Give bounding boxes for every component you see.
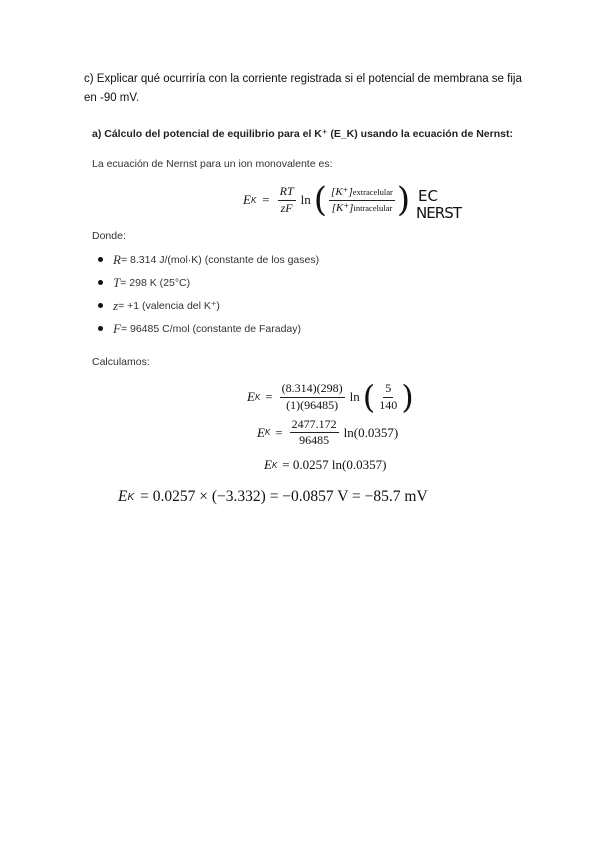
calc1-fraction: $\frac{(8.314)(298)}{(1)(96485)}$ [281, 381, 343, 412]
eq-k-top-sub: extracelular [352, 187, 393, 198]
nernst-intro: La ecuación de Nernst para un ion monovalente es: [92, 158, 333, 170]
calc2-fraction: $\frac{2477.172}{96485}$ [291, 417, 337, 448]
final-result: E K = 0.0257 × (−3.332) = −0.0857 V = −85.7 mV [118, 488, 428, 505]
calc1-inner-fraction: $\frac{5}{140}$ [379, 381, 398, 412]
handwritten-ec-nerst [414, 186, 466, 220]
eq-k-bot: [K⁺] [331, 201, 354, 214]
eq-lhs-sub: K [250, 195, 257, 205]
handwriting-line-1: EC [418, 187, 438, 205]
calculamos-label: Calculamos: [92, 356, 150, 368]
eq-ln: ln [300, 192, 311, 207]
question-line-1: c) Explicar qué ocurriría con la corriente registrada si el potencial de membrana se fija [84, 73, 522, 85]
calc-step-2: E K = $\frac{2477.172}{96485}$ ln(0.0357) [257, 417, 399, 448]
question-line-2: en -90 mV. [84, 92, 140, 104]
eq-paren-right: ) [396, 180, 411, 220]
handwriting-line-2: NERST [416, 204, 462, 220]
eq-rt-zf [278, 185, 296, 214]
question-text [84, 70, 524, 108]
section-heading: a) Cálculo del potencial de equilibrio para el K⁺ (E_K) usando la ecuación de Nernst: [92, 128, 513, 140]
eq-den: zF [280, 200, 293, 215]
eq-k-ratio [329, 186, 395, 213]
list-item: T = 298 K (25°C) [92, 271, 319, 294]
eq-lhs: E [243, 192, 251, 207]
eq-equals: = [262, 192, 270, 207]
list-item: F = 96485 C/mol (constante de Faraday) [92, 317, 319, 340]
eq-paren-left: ( [313, 180, 328, 220]
donde-label: Donde: [92, 230, 126, 242]
variables-list [92, 248, 319, 340]
nernst-equation [243, 180, 410, 220]
eq-num: RT [278, 185, 296, 200]
eq-k-top: [K⁺] [331, 186, 353, 199]
list-item: z = +1 (valencia del K⁺) [92, 294, 319, 317]
calc-step-1: E K = $\frac{(8.314)(298)}{(1)(96485)}$ ln ( $\frac{5}{140}$ ) [247, 378, 414, 416]
eq-k-bot-sub: intracelular [353, 202, 393, 213]
calc-step-3: E K = 0.0257 ln(0.0357) [264, 457, 387, 472]
list-item: R = 8.314 J/(mol·K) (constante de los gases) [92, 248, 319, 271]
